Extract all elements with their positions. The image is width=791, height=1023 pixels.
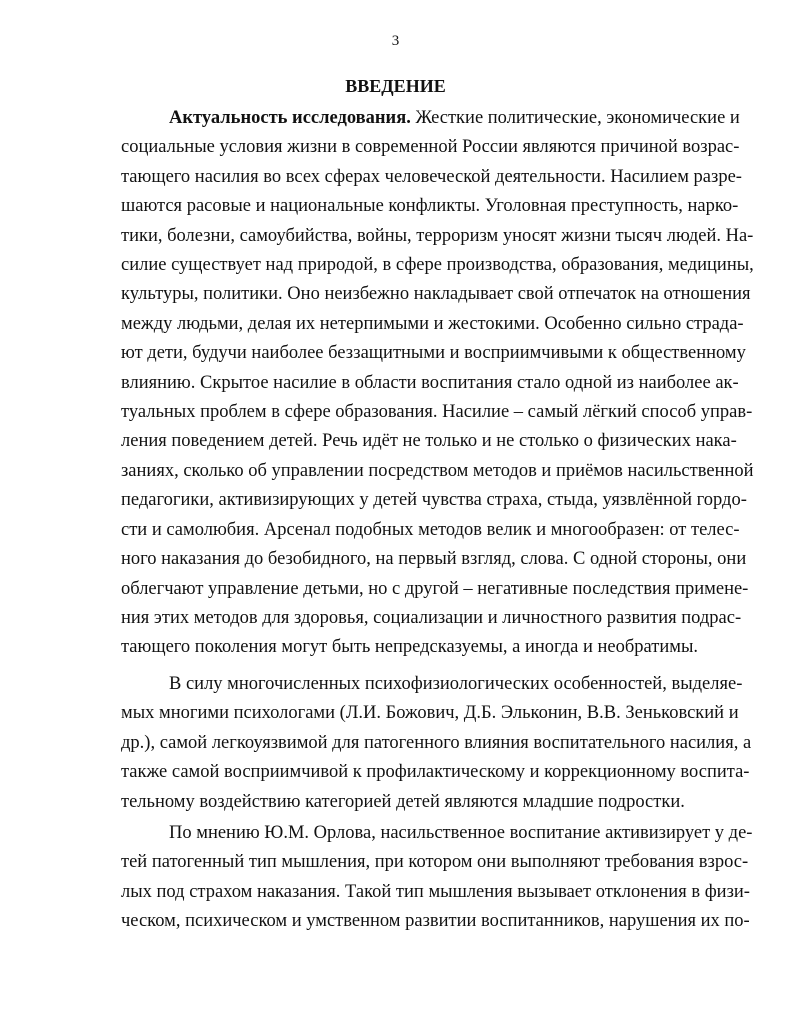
page-number: 3 (391, 33, 400, 49)
paragraph-line: Актуальность исследования. Жесткие политические, экономические и (169, 108, 740, 128)
paragraph-relevance (121, 104, 754, 663)
paragraph-line: тей патогенный тип мышления, при котором они выполняют требования взрос- (121, 852, 749, 873)
paragraph-line: лых под страхом наказания. Такой тип мышления вызывает отклонения в физи- (121, 881, 750, 902)
paragraph-line: По мнению Ю.М. Орлова, насильственное воспитание активизирует у де- (169, 823, 753, 843)
paragraph-line: ют дети, будучи наиболее беззащитными и восприимчивыми к общественному (121, 343, 746, 364)
paragraph-line: ления поведением детей. Речь идёт не только и не столько о физических нака- (121, 431, 737, 452)
paragraph-line: облегчают управление детьми, но с другой – негативные последствия примене- (121, 578, 749, 599)
paragraph-line: педагогики, активизирующих у детей чувства страха, стыда, уязвлённой гордо- (121, 490, 747, 511)
paragraph-psychologists (121, 670, 752, 817)
paragraph-line: ного наказания до безобидного, на первый взгляд, слова. С одной стороны, они (121, 549, 747, 570)
paragraph-line: тающего поколения могут быть непредсказуемы, а иногда и необратимы. (121, 637, 699, 658)
paragraph-line: тающего насилия во всех сферах человеческой деятельности. Насилием разре- (121, 166, 742, 187)
paragraph-line: шаются расовые и национальные конфликты. Уголовная преступность, нарко- (121, 196, 739, 217)
paragraph-line: социальные условия жизни в современной России являются причиной возрас- (121, 137, 740, 158)
paragraph-line: туальных проблем в сфере образования. Насилие – самый лёгкий способ управ- (121, 402, 753, 423)
paragraph-line: др.), самой легкоуязвимой для патогенного влияния воспитательного насилия, а (121, 732, 752, 753)
paragraph-line: также самой восприимчивой к профилактическому и коррекционному воспита- (121, 762, 750, 783)
paragraph-line: силие существует над природой, в сфере производства, образования, медицины, (121, 255, 754, 276)
lead-phrase: Актуальность исследования. (169, 108, 411, 128)
paragraph-line: тики, болезни, самоубийства, войны, терроризм уносят жизни тысяч людей. На- (121, 225, 754, 246)
paragraph-line: мых многими психологами (Л.И. Божович, Д.Б. Эльконин, В.В. Зеньковский и (121, 703, 739, 724)
paragraph-line: культуры, политики. Оно неизбежно накладывает свой отпечаток на отношения (121, 284, 751, 305)
paragraph-line: ческом, психическом и умственном развитии воспитанников, нарушения их по- (121, 911, 750, 932)
paragraph-line: заниях, сколько об управлении посредством методов и приёмов насильственной (121, 460, 754, 481)
section-heading: ВВЕДЕНИЕ (345, 76, 446, 96)
paragraph-line: ния этих методов для здоровья, социализации и личностного развития подрас- (121, 607, 742, 628)
paragraph-line: В силу многочисленных психофизиологических особенностей, выделяе- (169, 674, 743, 694)
paragraph-line: тельному воздействию категорией детей являются младшие подростки. (121, 791, 685, 812)
paragraph-line: влиянию. Скрытое насилие в области воспитания стало одной из наиболее ак- (121, 372, 739, 393)
paragraph-line: между людьми, делая их нетерпимыми и жестокими. Особенно сильно страда- (121, 313, 744, 334)
paragraph-orlov (121, 819, 753, 937)
paragraph-line: сти и самолюбия. Арсенал подобных методов велик и многообразен: от телес- (121, 519, 740, 540)
